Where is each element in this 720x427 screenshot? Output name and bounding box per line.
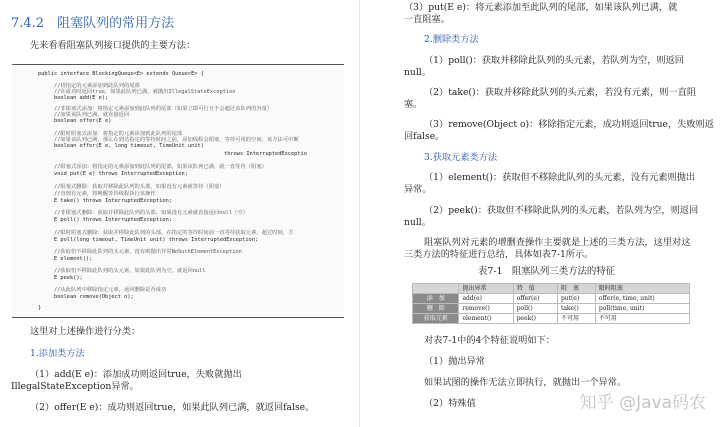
code-line: } bbox=[38, 305, 42, 311]
poll-method-desc: （1）poll()：获取并移除此队列的头元素，若队列为空，则返回 bbox=[424, 55, 684, 66]
table-title: 表7-1 阻塞队列三类方法的特征 bbox=[478, 266, 615, 277]
add-method-desc: （1）add(E e)：添加成功则返回true，失败就抛出 bbox=[30, 369, 242, 380]
table-row bbox=[413, 314, 690, 324]
peek-method-desc: （2）peek()：获取但不移除此队列的头元素，若队列为空，则返回 bbox=[424, 205, 699, 216]
add-method-desc-cont: IllegalStateException异常。 bbox=[11, 381, 139, 392]
code-line: //在成功时返回true，如果此队列已满，就抛出IllegalStateException bbox=[54, 89, 236, 95]
code-block bbox=[12, 64, 344, 318]
table-header-row bbox=[413, 284, 690, 294]
take-method-desc: （2）take()：获取并移除此队列的头元素，若没有元素，则一直阻 bbox=[424, 87, 697, 98]
code-line: //如果该队列已满，那么在到达指定的等待时间之前，添加线程会阻塞，等待可用的空间，该方法可中断 bbox=[54, 137, 299, 143]
table-header-cell: 限时阻塞 bbox=[595, 284, 689, 294]
code-line: boolean remove(Object o); bbox=[54, 294, 134, 300]
table-cell: offer(e) bbox=[513, 294, 557, 304]
table-cell: 不可用 bbox=[557, 314, 595, 324]
remove-method-desc: （3）remove(Object o)：移除指定元素，成功则返回true，失败则返 bbox=[424, 119, 714, 130]
offer-method-desc: （2）offer(E e)：成功则返回true，如果此队列已满，就返回false。 bbox=[30, 402, 315, 413]
table-header-cell bbox=[413, 284, 459, 294]
code-line: //阻塞式添加：将指定的元素添加到此队列的尾部，如果该队列已满，就一直等待（阻塞） bbox=[54, 164, 267, 170]
code-line: void put(E e) throws InterruptedException; bbox=[54, 171, 188, 177]
table-header-cell: 阻 塞 bbox=[557, 284, 595, 294]
table-cell: 不可用 bbox=[595, 314, 689, 324]
table-row bbox=[413, 304, 690, 314]
take-method-desc-cont: 塞。 bbox=[404, 99, 423, 110]
watermark: 知乎 @Java码农 bbox=[579, 393, 706, 413]
code-line: //从此队列中移除指定元素，返回删除是否成功 bbox=[54, 287, 167, 293]
code-line: //限时阻塞式添加：将指定的元素添加到此队列的尾部 bbox=[54, 131, 183, 137]
code-line: //如果该队列已满，就直接返回 bbox=[54, 112, 130, 118]
table-row-header: 添 加 bbox=[413, 294, 459, 304]
element-method-desc: （1）element()：获取但不移除此队列的头元素，没有元素则抛出 bbox=[424, 172, 696, 183]
code-line: E element(); bbox=[54, 256, 93, 262]
method-feature-table bbox=[412, 283, 690, 324]
code-line: //将指定的元素添加到此队列的尾部 bbox=[54, 83, 140, 89]
code-line: throws InterruptedExceptio bbox=[224, 151, 307, 157]
table-header-cell: 抛出异常 bbox=[459, 284, 513, 294]
table-cell: peek() bbox=[513, 314, 557, 324]
feature-1-title: （1）抛出异常 bbox=[424, 356, 485, 367]
feature-note: 对表7-1中的4个特征说明如下： bbox=[424, 335, 555, 346]
code-line: E poll() throws InterruptedException; bbox=[54, 217, 172, 223]
code-line: boolean offer(E e) bbox=[54, 118, 112, 124]
poll-method-desc-cont: null。 bbox=[404, 67, 431, 78]
remove-method-desc-cont: 回false。 bbox=[404, 131, 445, 142]
code-line: //直到有元素，将唤醒等待线程执行该操作 bbox=[54, 191, 156, 197]
put-method-desc-cont: 一直阻塞。 bbox=[404, 14, 450, 25]
table-cell: poll(time, unit) bbox=[595, 304, 689, 314]
section-title: 7.4.2 阻塞队列的常用方法 bbox=[11, 16, 175, 31]
table-cell: add(e) bbox=[459, 294, 513, 304]
table-row-header: 删 除 bbox=[413, 304, 459, 314]
code-line: E peek(); bbox=[54, 275, 83, 281]
code-line: public interface BlockingQueue<E> extends Queue<E> { bbox=[38, 71, 204, 77]
category-add-heading: 1.添加类方法 bbox=[30, 348, 85, 359]
put-method-desc: （3）put(E e)：将元素添加至此队列的尾部，如果该队列已满，就 bbox=[404, 2, 678, 13]
code-line: //非阻塞式添加：将指定元素添加到此队列的尾部（如果立即可行且不会超过该队列的容量） bbox=[54, 106, 273, 112]
table-cell: poll() bbox=[513, 304, 557, 314]
table-cell: take() bbox=[557, 304, 595, 314]
code-line: boolean offer(E e, long timeout, TimeUnit unit) bbox=[54, 143, 204, 149]
classify-text: 这里对上述操作进行分类： bbox=[30, 326, 141, 337]
element-method-desc-cont: 异常。 bbox=[404, 184, 432, 195]
code-line: boolean add(E e); bbox=[54, 95, 109, 101]
intro-text: 先来看看阻塞队列接口提供的主要方法： bbox=[30, 40, 196, 51]
summary-text: 阻塞队列对元素的增删查操作主要就是上述的三类方法，这里对这 bbox=[424, 237, 691, 248]
feature-1-desc: 如果试图的操作无法立即执行，就抛出一个异常。 bbox=[424, 377, 627, 388]
table-cell: offer(e, time, unit) bbox=[595, 294, 689, 304]
table-row bbox=[413, 294, 690, 304]
feature-2-title: （2）特殊值 bbox=[424, 398, 476, 409]
code-line: //非阻塞式删除：获取并移除此队列的头部，如果没有元素就直接返回null（空） bbox=[54, 210, 248, 216]
table-row-header: 获取元素 bbox=[413, 314, 459, 324]
code-line: E take() throws InterruptedException; bbox=[54, 198, 172, 204]
code-line: //阻塞式删除：获取并移除此队列的头部，如果没有元素就等待（阻塞） bbox=[54, 184, 225, 190]
category-remove-heading: 2.删除类方法 bbox=[424, 34, 479, 45]
summary-text-cont: 三类方法的特征进行总结，具体如表7-1所示。 bbox=[404, 249, 594, 260]
page-divider bbox=[359, 0, 360, 427]
peek-method-desc-cont: null。 bbox=[404, 217, 431, 228]
table-header-cell: 特 值 bbox=[513, 284, 557, 294]
code-line: //获取但不移除此队列的头元素，没有则抛出异常NoSuchElementException bbox=[54, 249, 242, 255]
table-cell: remove() bbox=[459, 304, 513, 314]
code-line: E poll(long timeout, TimeUnit unit) throws InterruptedException; bbox=[54, 237, 259, 243]
table-cell: element() bbox=[459, 314, 513, 324]
category-get-heading: 3.获取元素类方法 bbox=[424, 152, 498, 163]
table-cell: put(e) bbox=[557, 294, 595, 304]
code-line: //获取但不移除此队列的头元素，如果此队列为空，就返回null bbox=[54, 268, 206, 274]
code-line: //限时阻塞式删除：获取并移除此队列的头部，在指定的等待时间前一直等待获取元素，超过时间，方 bbox=[54, 230, 294, 236]
